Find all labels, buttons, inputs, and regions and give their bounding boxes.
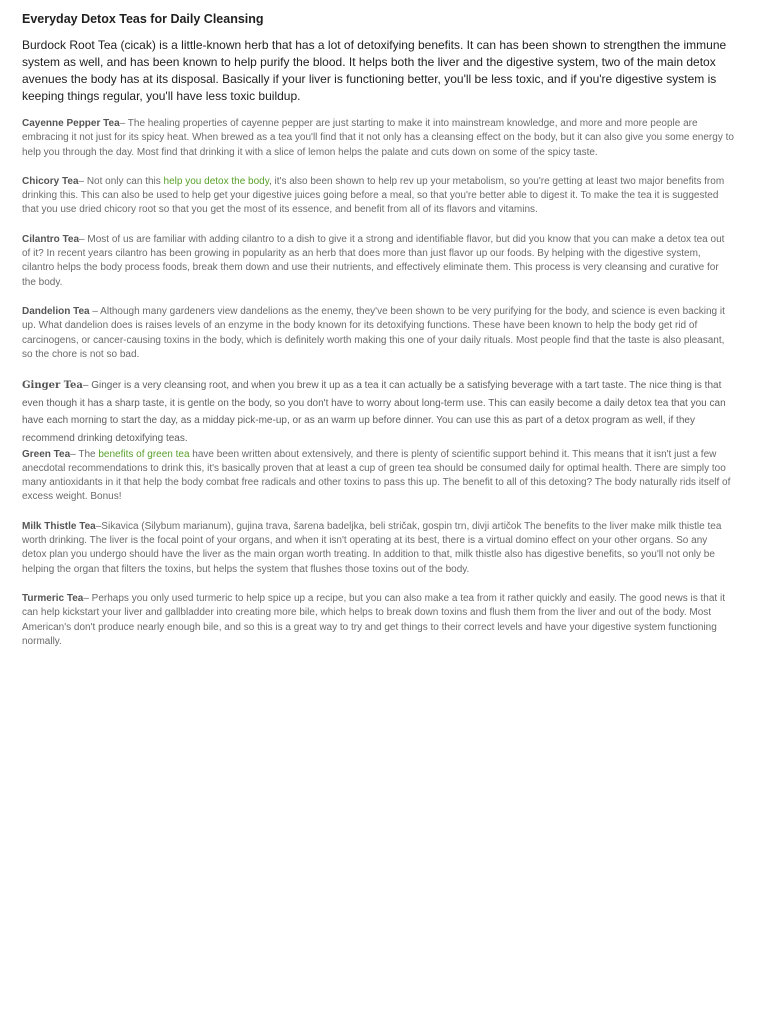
cilantro-paragraph [22,233,734,290]
dandelion-term: Dandelion Tea [22,305,90,317]
chicory-paragraph [22,175,734,218]
dandelion-text: – Although many gardeners view dandelions as the enemy, they've been shown to be very purifying for the body, and science is even backing it up. What dandelion does is raises levels of an enzyme in the body known for its detoxifying functions. These have been known to help the body get rid of carcinogens, or cancer-causing toxins in the body, which is definitely worth making this one of your daily rituals. Most people find that the taste is also pleasant, so the chore is not so bad. [22,305,725,360]
benefits-green-tea-link[interactable]: benefits of green tea [98,448,190,460]
ginger-text: – Ginger is a very cleansing root, and when you brew it up as a tea it can actually be a satisfying beverage with a tart taste. The nice thing is that even though it has a sharp taste, it is gentle on the body, so you don't have to worry about long-term use. This can easily become a daily detox tea that you can have each morning to start the day, as a midday pick-me-up, or as an warm up before dinner. You can use this as part of a detox program as well, if they recommend drinking detoxifying teas. [22,380,726,444]
cayenne-term: Cayenne Pepper Tea [22,118,120,129]
milk-thistle-text: –Sikavica (Silybum marianum), gujina trava, šarena badeljka, beli stričak, gospin trn, divji artičok The benefits to the liver make milk thistle tea worth drinking. The liver is the focal point of your organs, and when it isn't operating at its best, there is a virtual domino effect on your other organs. So any detox plan you undergo should have the liver as the main organ worth treating. In addition to that, milk thistle also has digestive benefits, so you'll not only be helping the organ that filters the toxins, but helps the system that flushes those toxins out of the body. [22,520,722,575]
cilantro-text: – Most of us are familiar with adding cilantro to a dish to give it a strong and identifiable flavor, but did you know that you can make a detox tea out of it? In recent years cilantro has been growing in popularity as an herb that does more than just flavor up our foods. By helping with the digestive system, cilantro helps the body process foods, break them down and use their nutrients, and effectively eliminate them. This process is very cleansing and curative for the body. [22,233,725,288]
milk-thistle-paragraph [22,520,734,577]
cayenne-text: – The healing properties of cayenne pepper are just starting to make it into mainstream knowledge, and more and more people are embracing it not just for its spicy heat. When brewed as a tea you'll find that it not only has a cleansing effect on the body, but it can also give you some energy to help you through the day. Most find that drinking it with a slice of lemon helps the palate and cuts down on some of the spicy taste. [22,118,734,158]
ginger-term: Ginger Tea [22,380,83,392]
intro-paragraph: Burdock Root Tea (cicak) is a little-known herb that has a lot of detoxifying benefits. It can has been shown to strengthen the immune system as well, and has been known to help purify the blood. It helps both the liver and the digestive system, two of the main detox avenues the body has at its disposal. Basically if your liver is functioning better, you'll be less toxic, and if you're digestive system is keeping things regular, you'll have less toxic buildup. [22,38,727,103]
ginger-paragraph [22,377,734,447]
chicory-text-after: , it's also been shown to help rev up your metabolism, so you're getting at least two major benefits from drinking this. This can also be used to help get your digestive juices going before a meal, so that you're better able to digest it. To make the tea it is suggested that you use dried chicory root so that you get the most of its essence, and benefit from all of its flavors and vitamins. [22,175,725,216]
document-title: Everyday Detox Teas for Daily Cleansing [22,12,264,26]
cilantro-term: Cilantro Tea [22,233,80,245]
chicory-text-before: – Not only can this [78,175,164,187]
milk-thistle-term: Milk Thistle Tea [22,520,96,532]
cayenne-paragraph [22,117,734,160]
green-tea-text-after: have been written about extensively, and there is plenty of scientific support behind it. This means that it isn't just a few anecdotal recommendations to drink this, it's basically proven that at least a cup of green tea should be consumed daily for optimal health. There are simply too many antioxidants in it that help the body combat free radicals and other toxins to pass this up. The benefit to all of this detoxing? The body naturally rids itself of excess weight. Bonus! [22,448,731,503]
green-tea-term: Green Tea [22,448,71,460]
document-page [22,11,734,664]
chicory-term: Chicory Tea [22,175,79,187]
turmeric-text: – Perhaps you only used turmeric to help spice up a recipe, but you can also make a tea from it rather quickly and easily. The good news is that it can help kickstart your liver and gallbladder into creating more bile, which helps to break down toxins and flush them from the liver and out of the body. Most American's don't produce nearly enough bile, and so this is a great way to try and get things to their correct levels and have your digestive system functioning normally. [22,592,725,647]
green-tea-paragraph [22,448,734,505]
turmeric-term: Turmeric Tea [22,592,84,604]
dandelion-paragraph [22,305,734,362]
turmeric-paragraph [22,592,734,649]
green-tea-text-before: – The [70,448,99,460]
detox-body-link[interactable]: help you detox the body [163,175,269,187]
